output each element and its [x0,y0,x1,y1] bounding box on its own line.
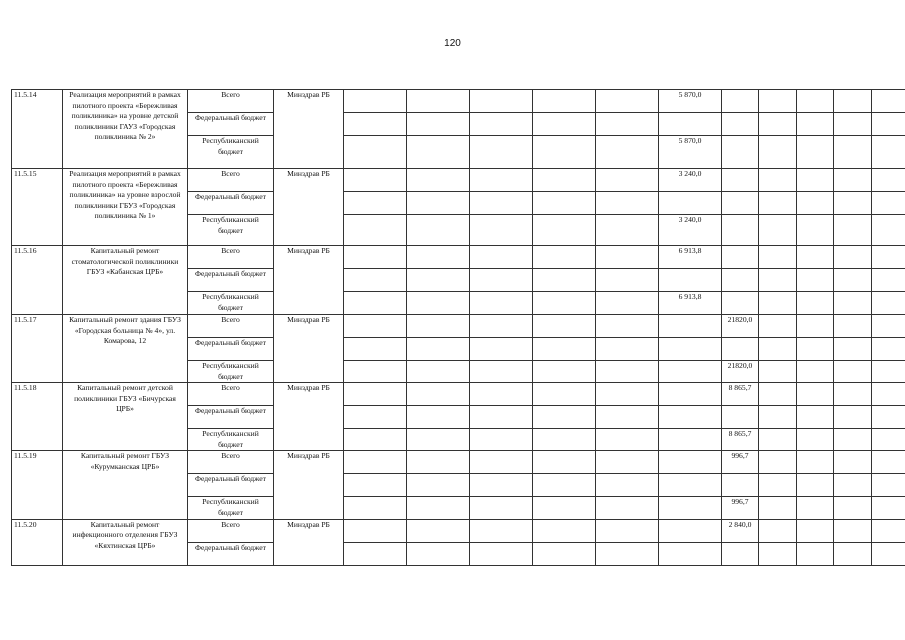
empty-cell [797,406,834,429]
empty-cell [344,429,407,451]
empty-cell [470,192,533,215]
responsible-party: Минздрав РБ [274,315,344,383]
empty-cell [872,90,905,113]
empty-cell [797,269,834,292]
empty-cell [407,497,470,519]
empty-cell [872,542,905,565]
empty-cell [872,215,905,246]
empty-cell [344,113,407,136]
empty-cell [722,246,759,269]
funding-source-label: Республиканский бюджет [188,215,274,246]
empty-cell [344,169,407,192]
empty-cell [759,519,797,542]
empty-cell [470,519,533,542]
empty-cell [834,215,872,246]
funding-source-label: Федеральный бюджет [188,474,274,497]
empty-cell [407,269,470,292]
table-row [12,451,905,474]
empty-cell [797,315,834,338]
row-code: 11.5.17 [12,315,63,383]
empty-cell [407,292,470,315]
responsible-party: Минздрав РБ [274,246,344,315]
empty-cell [759,215,797,246]
empty-cell [344,315,407,338]
empty-cell [533,246,596,269]
empty-cell [407,215,470,246]
funding-source-label: Федеральный бюджет [188,542,274,565]
empty-cell [407,429,470,451]
responsible-party: Минздрав РБ [274,90,344,169]
empty-cell [722,542,759,565]
empty-cell [872,192,905,215]
amount-cell: 8 865,7 [722,383,759,406]
empty-cell [596,542,659,565]
empty-cell [834,192,872,215]
row-code: 11.5.18 [12,383,63,451]
empty-cell [797,246,834,269]
funding-source-label: Республиканский бюджет [188,429,274,451]
empty-cell [659,113,722,136]
empty-cell [722,474,759,497]
empty-cell [470,90,533,113]
empty-cell [407,542,470,565]
empty-cell [407,169,470,192]
amount-cell: 3 240,0 [659,215,722,246]
empty-cell [596,406,659,429]
empty-cell [872,113,905,136]
empty-cell [344,519,407,542]
funding-source-label: Федеральный бюджет [188,406,274,429]
amount-cell: 6 913,8 [659,292,722,315]
empty-cell [596,113,659,136]
empty-cell [834,406,872,429]
table-row [12,315,905,338]
empty-cell [470,269,533,292]
budget-table [11,89,905,566]
empty-cell [872,361,905,383]
empty-cell [834,246,872,269]
empty-cell [470,451,533,474]
empty-cell [797,136,834,169]
empty-cell [596,497,659,519]
empty-cell [533,169,596,192]
empty-cell [596,383,659,406]
empty-cell [533,90,596,113]
funding-source-label: Республиканский бюджет [188,361,274,383]
empty-cell [872,497,905,519]
empty-cell [872,136,905,169]
empty-cell [797,338,834,361]
empty-cell [872,292,905,315]
row-name: Капитальный ремонт детской поликлиники ГБУЗ «Бичурская ЦРБ» [63,383,188,451]
empty-cell [797,169,834,192]
empty-cell [533,497,596,519]
empty-cell [797,383,834,406]
amount-cell: 21820,0 [722,315,759,338]
empty-cell [596,90,659,113]
empty-cell [533,474,596,497]
empty-cell [797,113,834,136]
empty-cell [834,90,872,113]
empty-cell [659,269,722,292]
empty-cell [834,542,872,565]
empty-cell [470,383,533,406]
amount-cell: 996,7 [722,451,759,474]
empty-cell [659,474,722,497]
empty-cell [407,474,470,497]
funding-source-label: Всего [188,519,274,542]
empty-cell [596,169,659,192]
empty-cell [596,361,659,383]
empty-cell [344,542,407,565]
empty-cell [407,383,470,406]
empty-cell [533,192,596,215]
empty-cell [470,429,533,451]
empty-cell [407,338,470,361]
empty-cell [344,136,407,169]
row-name: Капитальный ремонт стоматологической поликлиники ГБУЗ «Кабанская ЦРБ» [63,246,188,315]
empty-cell [344,338,407,361]
empty-cell [759,113,797,136]
amount-cell: 5 870,0 [659,136,722,169]
empty-cell [470,113,533,136]
empty-cell [533,519,596,542]
empty-cell [596,192,659,215]
empty-cell [470,246,533,269]
empty-cell [797,474,834,497]
empty-cell [596,136,659,169]
row-name: Реализация мероприятий в рамках пилотного проекта «Бережливая поликлиника» на уровне взрослой поликлиники ГБУЗ «Городская поликлиника № 1» [63,169,188,246]
row-name: Капитальный ремонт здания ГБУЗ «Городская больница № 4», ул. Комарова, 12 [63,315,188,383]
empty-cell [872,269,905,292]
empty-cell [834,338,872,361]
empty-cell [834,136,872,169]
empty-cell [344,474,407,497]
funding-source-label: Федеральный бюджет [188,269,274,292]
empty-cell [872,429,905,451]
empty-cell [834,451,872,474]
empty-cell [759,429,797,451]
row-code: 11.5.19 [12,451,63,519]
empty-cell [834,429,872,451]
empty-cell [596,269,659,292]
empty-cell [596,519,659,542]
empty-cell [344,192,407,215]
empty-cell [344,451,407,474]
empty-cell [834,169,872,192]
empty-cell [872,338,905,361]
empty-cell [659,519,722,542]
empty-cell [533,383,596,406]
empty-cell [533,406,596,429]
empty-cell [407,451,470,474]
empty-cell [533,429,596,451]
empty-cell [470,292,533,315]
funding-source-label: Федеральный бюджет [188,338,274,361]
empty-cell [470,497,533,519]
empty-cell [596,215,659,246]
empty-cell [533,338,596,361]
funding-source-label: Всего [188,90,274,113]
empty-cell [533,269,596,292]
page-number: 120 [444,38,461,49]
table-row [12,90,905,113]
empty-cell [797,497,834,519]
funding-source-label: Всего [188,169,274,192]
empty-cell [834,361,872,383]
amount-cell: 5 870,0 [659,90,722,113]
empty-cell [659,361,722,383]
row-code: 11.5.15 [12,169,63,246]
empty-cell [407,315,470,338]
empty-cell [533,361,596,383]
empty-cell [834,269,872,292]
empty-cell [344,90,407,113]
empty-cell [797,429,834,451]
empty-cell [659,383,722,406]
empty-cell [797,215,834,246]
funding-source-label: Республиканский бюджет [188,292,274,315]
empty-cell [659,406,722,429]
funding-source-label: Федеральный бюджет [188,113,274,136]
empty-cell [797,192,834,215]
funding-source-label: Всего [188,451,274,474]
empty-cell [470,406,533,429]
funding-source-label: Республиканский бюджет [188,497,274,519]
empty-cell [759,269,797,292]
empty-cell [596,338,659,361]
empty-cell [722,269,759,292]
responsible-party: Минздрав РБ [274,383,344,451]
empty-cell [407,246,470,269]
amount-cell: 21820,0 [722,361,759,383]
empty-cell [872,474,905,497]
empty-cell [659,192,722,215]
row-code: 11.5.20 [12,519,63,565]
empty-cell [759,136,797,169]
empty-cell [470,215,533,246]
empty-cell [596,429,659,451]
empty-cell [344,246,407,269]
empty-cell [872,519,905,542]
empty-cell [872,451,905,474]
empty-cell [659,429,722,451]
funding-source-label: Всего [188,383,274,406]
empty-cell [533,451,596,474]
empty-cell [659,451,722,474]
amount-cell: 3 240,0 [659,169,722,192]
empty-cell [533,292,596,315]
empty-cell [834,315,872,338]
empty-cell [470,136,533,169]
empty-cell [407,519,470,542]
table-row [12,169,905,192]
empty-cell [722,406,759,429]
row-name: Капитальный ремонт инфекционного отделения ГБУЗ «Кяхтинская ЦРБ» [63,519,188,565]
empty-cell [759,246,797,269]
empty-cell [872,169,905,192]
responsible-party: Минздрав РБ [274,451,344,519]
empty-cell [470,361,533,383]
empty-cell [659,315,722,338]
empty-cell [470,315,533,338]
empty-cell [759,192,797,215]
table-row [12,519,905,542]
empty-cell [834,497,872,519]
table-row [12,383,905,406]
empty-cell [722,192,759,215]
empty-cell [759,90,797,113]
empty-cell [659,338,722,361]
empty-cell [872,383,905,406]
empty-cell [759,474,797,497]
empty-cell [407,136,470,169]
empty-cell [407,406,470,429]
empty-cell [344,269,407,292]
empty-cell [470,169,533,192]
table-row [12,246,905,269]
empty-cell [722,90,759,113]
empty-cell [533,315,596,338]
empty-cell [596,292,659,315]
empty-cell [759,169,797,192]
empty-cell [759,361,797,383]
empty-cell [797,292,834,315]
row-code: 11.5.16 [12,246,63,315]
empty-cell [596,451,659,474]
empty-cell [596,474,659,497]
row-name: Капитальный ремонт ГБУЗ «Курумканская ЦРБ» [63,451,188,519]
empty-cell [470,474,533,497]
empty-cell [797,519,834,542]
empty-cell [470,338,533,361]
row-code: 11.5.14 [12,90,63,169]
empty-cell [759,383,797,406]
empty-cell [659,542,722,565]
empty-cell [407,113,470,136]
empty-cell [470,542,533,565]
empty-cell [722,136,759,169]
empty-cell [797,90,834,113]
empty-cell [722,338,759,361]
empty-cell [344,406,407,429]
empty-cell [533,113,596,136]
empty-cell [759,292,797,315]
empty-cell [344,215,407,246]
empty-cell [344,497,407,519]
empty-cell [722,169,759,192]
responsible-party: Минздрав РБ [274,519,344,565]
empty-cell [533,136,596,169]
responsible-party: Минздрав РБ [274,169,344,246]
empty-cell [344,361,407,383]
funding-source-label: Республиканский бюджет [188,136,274,169]
empty-cell [759,315,797,338]
empty-cell [872,246,905,269]
empty-cell [834,474,872,497]
empty-cell [344,292,407,315]
empty-cell [533,542,596,565]
empty-cell [533,215,596,246]
empty-cell [596,315,659,338]
funding-source-label: Федеральный бюджет [188,192,274,215]
empty-cell [834,113,872,136]
empty-cell [759,338,797,361]
empty-cell [722,215,759,246]
empty-cell [872,406,905,429]
empty-cell [759,451,797,474]
amount-cell: 996,7 [722,497,759,519]
empty-cell [797,451,834,474]
funding-source-label: Всего [188,246,274,269]
empty-cell [797,361,834,383]
empty-cell [407,361,470,383]
row-name: Реализация мероприятий в рамках пилотного проекта «Бережливая поликлиника» на уровне детской поликлиники ГАУЗ «Городская поликлиника № 2» [63,90,188,169]
empty-cell [659,497,722,519]
amount-cell: 6 913,8 [659,246,722,269]
empty-cell [722,113,759,136]
empty-cell [834,292,872,315]
amount-cell: 8 865,7 [722,429,759,451]
empty-cell [759,406,797,429]
empty-cell [407,192,470,215]
amount-cell: 2 840,0 [722,519,759,542]
empty-cell [759,497,797,519]
empty-cell [596,246,659,269]
empty-cell [759,542,797,565]
empty-cell [407,90,470,113]
empty-cell [834,383,872,406]
empty-cell [722,292,759,315]
funding-source-label: Всего [188,315,274,338]
empty-cell [344,383,407,406]
empty-cell [872,315,905,338]
empty-cell [834,519,872,542]
empty-cell [797,542,834,565]
